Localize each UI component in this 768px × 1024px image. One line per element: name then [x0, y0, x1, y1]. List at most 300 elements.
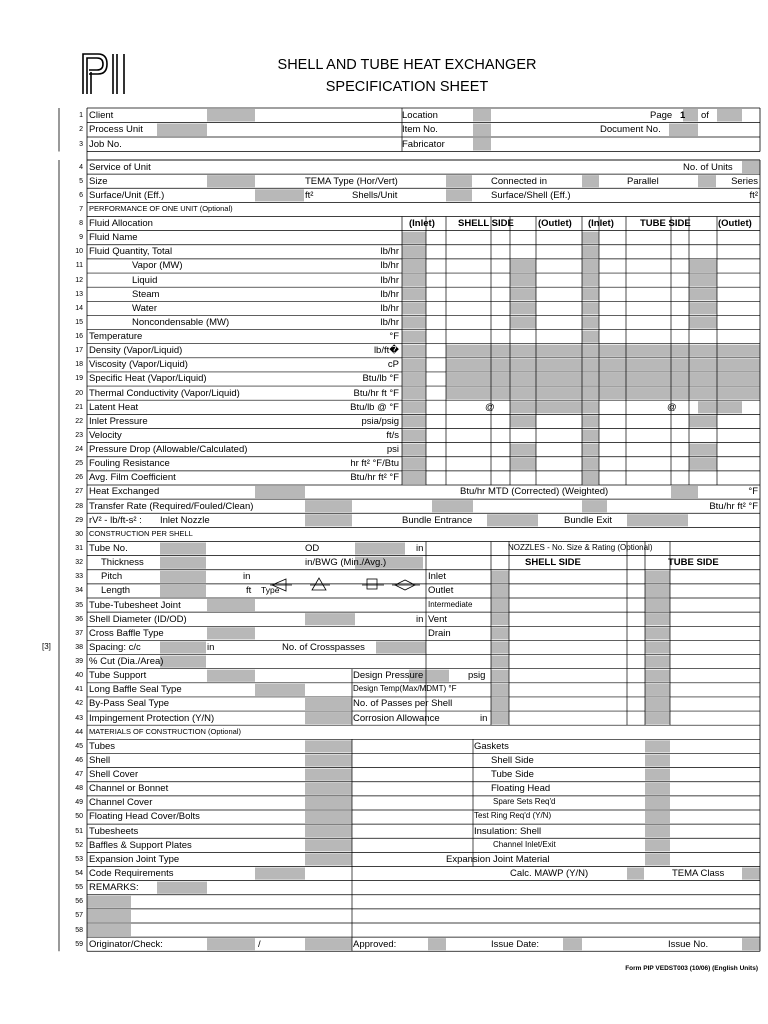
title-line-2: SPECIFICATION SHEET	[325, 79, 489, 95]
field-label: in/BWG (Min./Avg.)	[305, 557, 387, 569]
shaded-cell	[582, 316, 599, 328]
row-number: 44	[75, 728, 83, 736]
unit-label: ft/s	[386, 429, 399, 441]
field-label: Avg. Film Coefficient	[89, 472, 176, 484]
shaded-cell	[742, 161, 760, 173]
row-number: 17	[75, 347, 83, 355]
unit-label: psia/psig	[361, 415, 399, 427]
field-label: Insulation: Shell	[474, 825, 542, 837]
field-label: Test Ring Req'd (Y/N)	[474, 811, 552, 821]
shaded-cell	[510, 260, 536, 272]
shaded-cell	[645, 656, 670, 668]
shaded-cell	[446, 189, 472, 201]
field-label: OD	[305, 543, 320, 554]
shaded-cell	[160, 656, 206, 668]
row-number: 35	[75, 601, 83, 609]
row-number: 45	[75, 742, 83, 750]
shaded-cell	[446, 387, 760, 399]
field-label: Client	[89, 109, 114, 121]
shaded-cell	[645, 754, 670, 766]
unit-label: Btu/hr ft °F	[353, 387, 399, 399]
shaded-cell	[207, 627, 255, 639]
shaded-cell	[305, 797, 352, 809]
shaded-cell	[305, 613, 355, 625]
field-label: Tubesheets	[89, 825, 139, 837]
shaded-cell	[582, 429, 599, 441]
shaded-cell	[87, 924, 131, 936]
unit-label: psi	[386, 444, 399, 456]
shaded-cell	[645, 613, 670, 625]
field-label: Tube-Tubesheet Joint	[89, 599, 181, 611]
field-label: in	[416, 543, 424, 554]
shaded-cell	[446, 359, 760, 371]
shaded-cell	[582, 260, 599, 272]
shaded-cell	[87, 896, 131, 908]
row-number: 24	[75, 446, 83, 454]
title-line-1: SHELL AND TUBE HEAT EXCHANGER	[277, 57, 537, 73]
shaded-cell	[402, 359, 426, 371]
shaded-cell	[402, 316, 426, 328]
row-number: 33	[75, 573, 83, 581]
unit-label: lb/hr	[380, 274, 399, 286]
field-label: Gaskets	[474, 740, 509, 752]
row-number: 40	[75, 672, 83, 680]
shaded-cell	[157, 124, 207, 137]
row-number: 50	[75, 813, 83, 821]
field-label: Inlet Nozzle	[160, 514, 210, 526]
row-number: 57	[75, 912, 83, 920]
shaded-cell	[582, 302, 599, 314]
field-label: Surface/Unit (Eff.)	[89, 189, 165, 201]
shaded-cell	[160, 571, 206, 583]
row-number: 23	[75, 431, 83, 439]
shaded-cell	[645, 811, 670, 823]
field-label: Transfer Rate (Required/Fouled/Clean)	[89, 500, 254, 512]
field-label: REMARKS:	[89, 882, 139, 894]
shaded-cell	[582, 472, 599, 484]
field-label: Btu/hr ft² °F	[709, 500, 758, 512]
shaded-cell	[160, 641, 206, 653]
field-label: ft²	[749, 189, 758, 201]
field-label: Specific Heat (Vapor/Liquid)	[89, 373, 207, 385]
shaded-cell	[473, 138, 491, 151]
field-label: No. of Units	[683, 161, 733, 173]
row-number: 31	[75, 545, 83, 552]
field-label: Issue No.	[668, 938, 709, 950]
field-label: Channel Inlet/Exit	[493, 839, 556, 849]
shaded-cell	[402, 387, 426, 399]
field-label: TUBE SIDE	[640, 218, 691, 230]
row-number: 8	[79, 220, 83, 228]
field-label: Pitch	[101, 571, 123, 583]
shaded-cell	[510, 316, 536, 328]
shaded-cell	[376, 641, 426, 653]
field-label: Shells/Unit	[352, 189, 398, 201]
shaded-cell	[689, 260, 717, 272]
shaded-cell	[255, 486, 305, 498]
shaded-cell	[669, 124, 698, 137]
shaded-cell	[402, 401, 426, 413]
row-number: 12	[75, 276, 83, 284]
field-label: Tubes	[89, 740, 116, 752]
shaded-cell	[491, 599, 509, 611]
field-label: Channel Cover	[89, 797, 153, 809]
shaded-cell	[160, 557, 206, 569]
row-number: 39	[75, 658, 83, 666]
unit-label: cP	[387, 359, 399, 371]
row-number: 20	[75, 389, 83, 397]
field-label: (Inlet)	[588, 218, 614, 230]
shaded-cell	[305, 938, 352, 950]
field-label: Vapor (MW)	[132, 260, 183, 272]
field-label: Tube No.	[89, 543, 128, 554]
field-label: ft²	[305, 189, 314, 201]
field-label: Design Temp(Max/MDMT) °F	[353, 684, 457, 694]
row-number: 52	[75, 841, 83, 849]
field-label: Approved:	[353, 938, 397, 950]
field-label: Heat Exchanged	[89, 486, 160, 498]
field-label: Process Unit	[89, 124, 143, 135]
field-label: Drain	[428, 627, 451, 639]
unit-label: °F	[389, 331, 399, 343]
shaded-cell	[402, 288, 426, 300]
shaded-cell	[645, 712, 670, 724]
shaded-cell	[473, 109, 491, 122]
row-number: 4	[79, 163, 83, 171]
field-label: Floating Head Cover/Bolts	[89, 811, 200, 823]
shaded-cell	[582, 415, 599, 427]
field-label: Bundle Entrance	[402, 514, 473, 526]
field-label: SHELL SIDE	[525, 557, 581, 569]
shaded-cell	[255, 684, 305, 696]
field-label: Service of Unit	[89, 161, 151, 173]
field-label: rV² - lb/ft-s² :	[89, 514, 142, 526]
field-label: Pressure Drop (Allowable/Calculated)	[89, 444, 248, 456]
shaded-cell	[305, 839, 352, 851]
shaded-cell	[207, 670, 255, 682]
pip-logo	[80, 50, 128, 95]
field-label: Size	[89, 175, 108, 187]
field-label: Document No.	[600, 124, 661, 135]
shaded-cell	[473, 124, 491, 137]
field-label: in	[243, 571, 251, 583]
shaded-cell	[491, 684, 509, 696]
shaded-cell	[446, 373, 760, 385]
field-label: Temperature	[89, 331, 143, 343]
shaded-cell	[491, 571, 509, 583]
row-number: 53	[75, 855, 83, 863]
shaded-cell	[157, 882, 207, 894]
field-label: Fluid Quantity, Total	[89, 246, 173, 258]
form-footer: Form PIP VEDST003 (10/06) (English Units)	[625, 965, 758, 972]
row-number: 30	[75, 530, 83, 538]
shaded-cell	[689, 415, 717, 427]
field-label: Inlet	[428, 571, 446, 583]
field-label: % Cut (Dia./Area)	[89, 656, 164, 668]
field-label: Fouling Resistance	[89, 458, 170, 470]
shaded-cell	[160, 585, 206, 597]
row-number: 59	[75, 940, 83, 948]
shaded-cell	[355, 543, 405, 555]
shaded-cell	[207, 599, 255, 611]
field-label: Connected in	[491, 175, 547, 187]
row-number: 22	[75, 417, 83, 425]
field-label: (Outlet)	[718, 218, 752, 230]
shaded-cell	[305, 740, 352, 752]
field-label: Impingement Protection (Y/N)	[89, 712, 215, 724]
field-label: NOZZLES - No. Size & Rating (Optional)	[508, 543, 653, 552]
shaded-cell	[582, 288, 599, 300]
field-label: °F	[748, 486, 758, 498]
shaded-cell	[645, 670, 670, 682]
unit-label: lb/hr	[380, 288, 399, 300]
field-label: Baffles & Support Plates	[89, 839, 192, 851]
field-label: Inlet Pressure	[89, 415, 148, 427]
field-label: Outlet	[428, 585, 454, 597]
row-number: 19	[75, 375, 83, 383]
field-label: Noncondensable (MW)	[132, 316, 230, 328]
field-label: No. of Passes per Shell	[353, 698, 453, 710]
shaded-cell	[305, 698, 352, 710]
field-label: in	[480, 712, 488, 724]
row-number: 55	[75, 884, 83, 892]
field-label: Location	[402, 109, 438, 121]
row-number: 11	[75, 262, 83, 270]
shaded-cell	[645, 641, 670, 653]
shaded-cell	[627, 514, 688, 526]
shaded-cell	[160, 543, 206, 555]
field-label: Floating Head	[491, 783, 551, 795]
unit-label: Btu/lb @ °F	[350, 401, 399, 413]
row-number: 15	[75, 318, 83, 326]
field-label: PERFORMANCE OF ONE UNIT (Optional)	[89, 203, 233, 213]
shaded-cell	[742, 868, 760, 880]
field-label: Tube Support	[89, 670, 147, 682]
shaded-cell	[207, 938, 255, 950]
shaded-cell	[446, 345, 760, 357]
shaded-cell	[305, 783, 352, 795]
row-number: 37	[75, 629, 83, 637]
row-number: 3	[79, 140, 83, 148]
row-number: 43	[75, 714, 83, 722]
row-number: 48	[75, 785, 83, 793]
shaded-cell	[689, 444, 717, 456]
shaded-cell	[698, 401, 742, 413]
shaded-cell	[689, 458, 717, 470]
shaded-cell	[645, 571, 670, 583]
row-number: 32	[75, 559, 83, 567]
field-label: Channel or Bonnet	[89, 783, 169, 795]
shaded-cell	[402, 302, 426, 314]
unit-label: Btu/hr ft² °F	[350, 472, 399, 484]
shaded-cell	[491, 613, 509, 625]
shaded-cell	[491, 712, 509, 724]
field-label: Thickness	[101, 557, 144, 569]
field-label: Parallel	[627, 175, 659, 187]
shaded-cell	[305, 769, 352, 781]
shaded-cell	[510, 444, 536, 456]
shaded-cell	[645, 853, 670, 865]
field-label: Expansion Joint Material	[446, 853, 550, 865]
shaded-cell	[305, 853, 352, 865]
shaded-cell	[510, 274, 536, 286]
shaded-cell	[510, 288, 536, 300]
field-label: Density (Vapor/Liquid)	[89, 345, 183, 357]
row-number: 29	[75, 516, 83, 524]
shaded-cell	[582, 246, 599, 258]
shaded-cell	[742, 938, 760, 950]
field-label: Series	[731, 175, 758, 187]
row-number: 13	[75, 290, 83, 298]
shaded-cell	[689, 302, 717, 314]
shaded-cell	[491, 670, 509, 682]
shaded-cell	[510, 458, 536, 470]
shaded-cell	[255, 868, 305, 880]
field-label: (Inlet)	[409, 218, 435, 230]
field-label: TEMA Class	[672, 868, 725, 879]
shaded-cell	[582, 232, 599, 244]
row-number: 18	[75, 361, 83, 369]
shaded-cell	[645, 839, 670, 851]
shaded-cell	[582, 274, 599, 286]
shaded-cell	[402, 373, 426, 385]
row-number: 56	[75, 898, 83, 906]
shaded-cell	[428, 938, 446, 950]
row-number: 21	[75, 403, 83, 411]
shaded-cell	[305, 811, 352, 823]
field-label: Length	[101, 585, 131, 597]
row-number: 47	[75, 771, 83, 779]
row-number: 7	[79, 205, 83, 213]
shaded-cell	[207, 175, 255, 187]
field-label: Spacing: c/c	[89, 641, 141, 653]
shaded-cell	[645, 698, 670, 710]
field-label: Thermal Conductivity (Vapor/Liquid)	[89, 387, 240, 399]
shaded-cell	[402, 429, 426, 441]
field-label: Vent	[428, 613, 448, 625]
shaded-cell	[689, 316, 717, 328]
shaded-cell	[491, 698, 509, 710]
shaded-cell	[491, 585, 509, 597]
field-label: 1	[680, 109, 686, 121]
unit-label: lb/hr	[380, 316, 399, 328]
field-label: (Outlet)	[538, 218, 572, 230]
shaded-cell	[510, 401, 582, 413]
field-label: @	[485, 401, 495, 413]
row-number: 6	[79, 191, 83, 199]
shaded-cell	[582, 331, 599, 343]
row-number: 14	[75, 304, 83, 312]
field-label: Shell Cover	[89, 769, 139, 781]
field-label: Shell	[89, 754, 111, 766]
field-label: Liquid	[132, 274, 158, 286]
shaded-cell	[305, 500, 352, 512]
field-label: Latent Heat	[89, 401, 139, 413]
field-label: Page	[650, 109, 673, 121]
shaded-cell	[432, 500, 473, 512]
shaded-cell	[402, 232, 426, 244]
row-number: 9	[79, 234, 83, 242]
field-label: No. of Crosspasses	[282, 641, 365, 653]
shaded-cell	[402, 274, 426, 286]
shaded-cell	[582, 444, 599, 456]
field-label: Expansion Joint Type	[89, 853, 180, 865]
shaded-cell	[402, 472, 426, 484]
field-label: Fabricator	[402, 138, 445, 150]
field-label: psig	[468, 670, 486, 682]
field-label: Shell Diameter (ID/OD)	[89, 613, 187, 625]
row-number: 38	[75, 643, 83, 651]
row-number: 25	[75, 460, 83, 468]
field-label: Spare Sets Req'd	[493, 797, 556, 807]
shaded-cell	[645, 599, 670, 611]
field-label: SHELL SIDE	[458, 218, 514, 230]
shaded-cell	[402, 345, 426, 357]
row-number: 5	[79, 177, 83, 185]
row-number: 49	[75, 799, 83, 807]
field-label: By-Pass Seal Type	[89, 698, 170, 710]
row-number: 41	[75, 686, 83, 694]
shaded-cell	[627, 868, 644, 880]
field-label: Shell Side	[491, 754, 534, 766]
revision-mark: [3]	[42, 641, 51, 651]
shaded-cell	[645, 740, 670, 752]
field-label: Cross Baffle Type	[89, 627, 164, 639]
field-label: Fluid Allocation	[89, 218, 153, 230]
row-number: 10	[75, 248, 83, 256]
unit-label: lb/hr	[380, 260, 399, 272]
shaded-cell	[645, 783, 670, 795]
shaded-cell	[717, 109, 742, 122]
field-label: Originator/Check:	[89, 938, 163, 950]
shaded-cell	[645, 825, 670, 837]
row-number: 58	[75, 926, 83, 934]
field-label: Item No.	[402, 124, 438, 135]
field-label: @	[667, 401, 677, 413]
unit-label: Btu/lb °F	[362, 373, 399, 385]
shaded-cell	[487, 514, 538, 526]
row-number: 42	[75, 700, 83, 708]
shaded-cell	[255, 189, 304, 201]
field-label: Calc. MAWP (Y/N)	[510, 868, 589, 879]
field-label: in	[207, 641, 215, 653]
shaded-cell	[510, 415, 536, 427]
field-label: Bundle Exit	[564, 514, 613, 526]
row-number: 16	[75, 333, 83, 341]
field-label: TEMA Type (Hor/Vert)	[305, 175, 398, 187]
shaded-cell	[582, 401, 599, 413]
field-label: ft	[246, 585, 252, 597]
field-label: Btu/hr MTD (Corrected) (Weighted)	[460, 486, 609, 498]
shaded-cell	[689, 274, 717, 286]
shaded-cell	[402, 260, 426, 272]
row-number: 28	[75, 502, 83, 510]
field-label: Design Pressure	[353, 670, 424, 682]
shaded-cell	[645, 797, 670, 809]
unit-label: lb/ft�	[373, 345, 399, 357]
row-number: 1	[79, 111, 83, 119]
pitch-symbols-icon	[270, 578, 420, 591]
field-label: Viscosity (Vapor/Liquid)	[89, 359, 188, 371]
shaded-cell	[402, 331, 426, 343]
shaded-cell	[491, 627, 509, 639]
shaded-cell	[563, 938, 582, 950]
shaded-cell	[645, 769, 670, 781]
field-label: Steam	[132, 288, 160, 300]
shaded-cell	[207, 109, 255, 122]
field-label: Fluid Name	[89, 232, 138, 244]
field-label: Long Baffle Seal Type	[89, 684, 182, 696]
